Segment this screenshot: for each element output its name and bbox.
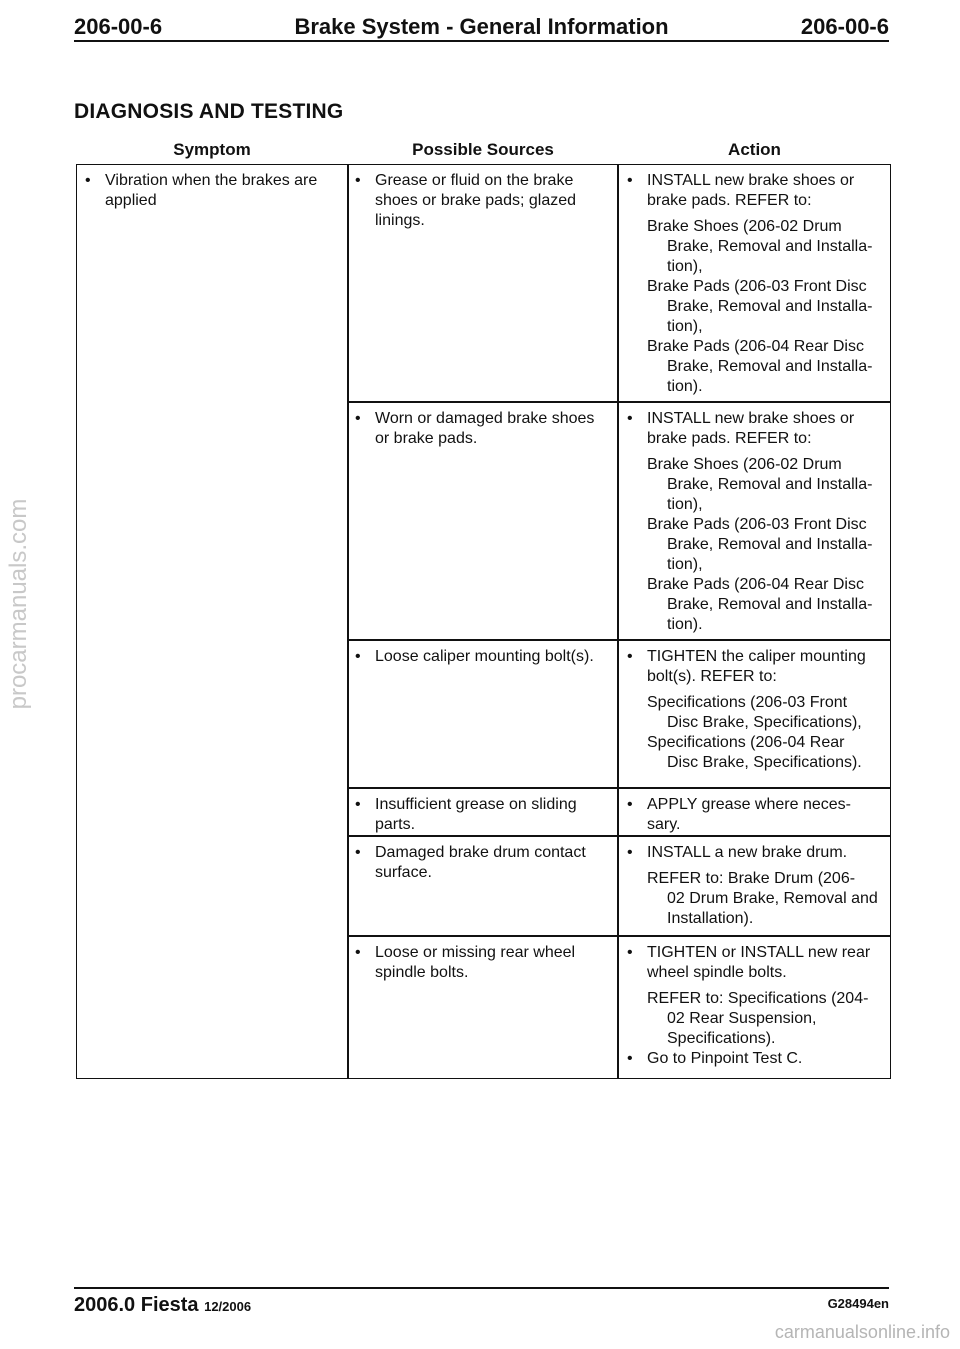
reference-line: Brake, Removal and Installa- (667, 358, 873, 375)
reference-line: Brake Shoes (206-02 Drum (647, 456, 842, 473)
page-title: Brake System - General Information (294, 14, 669, 39)
page-number-left: 206-00-6 (74, 14, 163, 39)
reference-line: Brake Shoes (206-02 Drum (647, 218, 842, 235)
row-divider (348, 787, 890, 789)
symptom-line: Vibration when the brakes are (105, 172, 318, 189)
source-cell (355, 943, 613, 983)
diagnosis-table (76, 164, 891, 1079)
reference-line: Brake, Removal and Installa- (667, 536, 873, 553)
column-divider (347, 165, 349, 1078)
action-line: brake pads. REFER to: (647, 430, 812, 447)
bullet: • (355, 648, 361, 665)
footer-model (74, 1294, 251, 1317)
footer-model-name: 2006.0 Fiesta (74, 1294, 199, 1316)
action-line: brake pads. REFER to: (647, 192, 812, 209)
reference-line: tion), (667, 556, 703, 573)
reference-line: Specifications). (667, 1030, 776, 1047)
source-line: shoes or brake pads; glazed (375, 192, 577, 209)
reference (627, 989, 889, 1049)
reference-line: REFER to: Specifications (204- (647, 990, 869, 1007)
row-divider (348, 835, 890, 837)
reference-line: Brake Pads (206-04 Rear Disc (647, 338, 864, 355)
bullet: • (355, 410, 361, 427)
action-line: wheel spindle bolts. (647, 964, 787, 981)
source-line: Worn or damaged brake shoes (375, 410, 595, 427)
section-title: DIAGNOSIS AND TESTING (74, 100, 344, 123)
source-line: Loose or missing rear wheel (375, 944, 576, 961)
source-line: linings. (375, 212, 425, 229)
action-extra (627, 1049, 889, 1069)
reference-line: Specifications (206-04 Rear (647, 734, 845, 751)
bullet: • (355, 796, 361, 813)
reference-line: 02 Rear Suspension, (667, 1010, 817, 1027)
header-divider (74, 40, 889, 42)
action-cell (627, 171, 889, 397)
source-line: Damaged brake drum contact (375, 844, 586, 861)
reference-line: Specifications (206-03 Front (647, 694, 848, 711)
bullet: • (627, 944, 633, 961)
reference-line: Brake Pads (206-03 Front Disc (647, 278, 867, 295)
watermark (4, 410, 34, 790)
bullet: • (627, 844, 633, 861)
bullet: • (627, 648, 633, 665)
bullet: • (627, 410, 633, 427)
action-line: bolt(s). REFER to: (647, 668, 777, 685)
action-cell (627, 647, 889, 773)
source-line: parts. (375, 816, 416, 833)
source-cell (355, 171, 613, 231)
reference-line: Brake Pads (206-04 Rear Disc (647, 576, 864, 593)
column-header-action: Action (728, 140, 781, 159)
reference (627, 693, 889, 773)
reference-line: tion). (667, 616, 703, 633)
site-watermark: carmanualsonline.info (774, 1322, 950, 1342)
column-header-sources: Possible Sources (412, 140, 554, 159)
action-line: APPLY grease where neces- (647, 796, 851, 813)
reference-line: Brake, Removal and Installa- (667, 238, 873, 255)
source-cell (355, 795, 613, 835)
reference-line: tion), (667, 496, 703, 513)
reference-line: Brake, Removal and Installa- (667, 596, 873, 613)
row-divider (348, 935, 890, 937)
source-cell (355, 647, 613, 667)
source-line: surface. (375, 864, 432, 881)
reference-line: Brake, Removal and Installa- (667, 476, 873, 493)
row-divider (348, 639, 890, 641)
reference-line: REFER to: Brake Drum (206- (647, 870, 856, 887)
reference (627, 869, 889, 929)
action-cell (627, 795, 889, 835)
page-header (74, 8, 889, 40)
bullet: • (627, 796, 633, 813)
reference (627, 217, 889, 397)
action-line: INSTALL a new brake drum. (647, 844, 848, 861)
column-header-symptom: Symptom (173, 140, 251, 159)
action-cell (627, 843, 889, 929)
watermark-text: procarmanuals.com (5, 498, 32, 710)
action-cell (627, 943, 889, 1069)
source-line: spindle bolts. (375, 964, 469, 981)
source-line: or brake pads. (375, 430, 478, 447)
reference-line: Brake, Removal and Installa- (667, 298, 873, 315)
reference-line: Disc Brake, Specifications). (667, 754, 862, 771)
action-line: Go to Pinpoint Test C. (647, 1050, 803, 1067)
action-line: sary. (647, 816, 681, 833)
footer-divider (74, 1287, 889, 1289)
symptom-cell (85, 171, 340, 211)
reference-line: tion), (667, 318, 703, 335)
action-line: INSTALL new brake shoes or (647, 172, 855, 189)
bullet: • (627, 172, 633, 189)
column-divider (617, 165, 619, 1078)
action-line: TIGHTEN the caliper mounting (647, 648, 866, 665)
footer-code: G28494en (827, 1296, 889, 1311)
action-line: INSTALL new brake shoes or (647, 410, 855, 427)
source-line: Insufficient grease on sliding (375, 796, 577, 813)
reference-line: 02 Drum Brake, Removal and (667, 890, 878, 907)
symptom-line: applied (105, 192, 157, 209)
reference-line: Disc Brake, Specifications), (667, 714, 862, 731)
source-line: Loose caliper mounting bolt(s). (375, 648, 594, 665)
action-cell (627, 409, 889, 635)
footer-date: 12/2006 (204, 1299, 252, 1314)
source-cell (355, 409, 613, 449)
reference-line: Brake Pads (206-03 Front Disc (647, 516, 867, 533)
source-cell (355, 843, 613, 883)
reference-line: tion), (667, 258, 703, 275)
row-divider (348, 401, 890, 403)
reference (627, 455, 889, 635)
action-line: TIGHTEN or INSTALL new rear (647, 944, 871, 961)
page-number-right: 206-00-6 (800, 14, 889, 39)
bullet: • (85, 172, 91, 189)
reference-line: Installation). (667, 910, 754, 927)
bullet: • (355, 944, 361, 961)
source-line: Grease or fluid on the brake (375, 172, 574, 189)
reference-line: tion). (667, 378, 703, 395)
bullet: • (627, 1050, 633, 1067)
bullet: • (355, 844, 361, 861)
bullet: • (355, 172, 361, 189)
